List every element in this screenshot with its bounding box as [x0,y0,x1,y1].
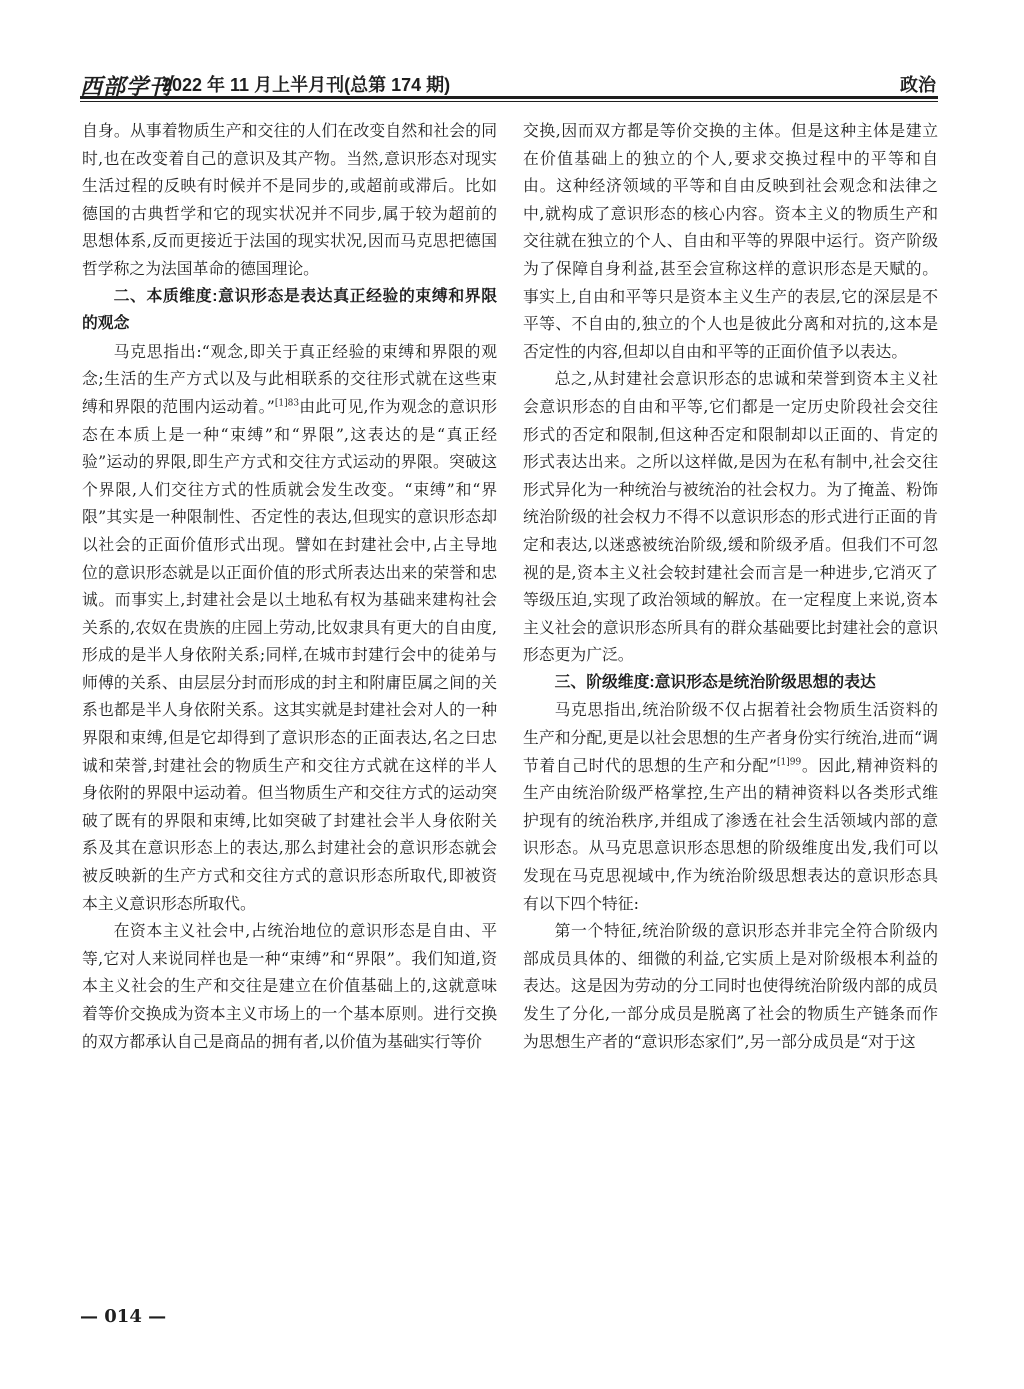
paragraph-text: 马克思指出:“观念,即关于真正经验的束缚和界限的观念;生活的生产方式以及与此相联系的交往形式就在这些束缚和界限的范围内运动着。” [82,341,497,416]
citation: [1]83 [274,398,300,409]
paragraph-text: 。因此,精神资料的生产由统治阶级严格掌控,生产出的精神资料以各类形式维护现有的统治秩序,并组成了渗透在社会生活领域内部的意识形态。从马克思意识形态思想的阶级维度出发,我们可以发现在马克思视域中,作为统治阶级思想表达的意识形态具有以下四个特征: [523,755,939,913]
citation: [1]99 [777,757,802,768]
left-column [82,117,497,1055]
section-label: 政治 [900,75,936,95]
section-heading: 二、本质维度:意识形态是表达真正经验的束缚和界限的观念 [82,287,497,333]
page-header [80,62,938,100]
paragraph: 第一个特征,统治阶级的意识形态并非完全符合阶级内部成员具体的、细微的利益,它实质上是对阶级根本利益的表达。这是因为劳动的分工同时也使得统治阶级内部的成员发生了分化,一部分成员是脱离了社会的物质生产链条而作为思想生产者的“意识形态家们”,另一部分成员是“对于这 [523,921,938,1051]
journal-logo: 西部学刊 [80,74,173,100]
paragraph [82,338,497,917]
right-column [523,117,938,1055]
paragraph: 交换,因而双方都是等价交换的主体。但是这种主体是建立在价值基础上的独立的个人,要求交换过程中的平等和自由。这种经济领域的平等和自由反映到社会观念和法律之中,就构成了意识形态的核心内容。资本主义的物质生产和交往就在独立的个人、自由和平等的界限中运行。资产阶级为了保障自身利益,甚至会宣称这样的意识形态是天赋的。事实上,自由和平等只是资本主义生产的表层,它的深层是不平等、不自由的,独立的个人也是彼此分离和对抗的,这本是否定性的内容,但却以自由和平等的正面价值予以表达。 [523,121,938,361]
header-rule [80,96,938,99]
paragraph: 自身。从事着物质生产和交往的人们在改变自然和社会的同时,也在改变着自己的意识及其产物。当然,意识形态对现实生活过程的反映有时候并不是同步的,或超前或滞后。比如德国的古典哲学和它的现实状况并不同步,属于较为超前的思想体系,反而更接近于法国的现实状况,因而马克思把德国哲学称之为法国革命的德国理论。 [82,121,497,278]
paragraph-text: 由此可见,作为观念的意识形态在本质上是一种“束缚”和“界限”,这表达的是“真正经验”运动的界限,即生产方式和交往方式运动的界限。突破这个界限,人们交往方式的性质就会发生改变。“束缚”和“界限”其实是一种限制性、否定性的表达,但现实的意识形态却以社会的正面价值形式出现。譬如在封建社会中,占主导地位的意识形态就是以正面价值的形式所表达出来的荣誉和忠诚。而事实上,封建社会是以土地私有权为基础来建构社会关系的,农奴在贵族的庄园上劳动,比奴隶具有更大的自由度,形成的是半人身依附关系;同样,在城市封建行会中的徒弟与师傅的关系、由层层分封而形成的封主和附庸臣属之间的关系也都是半人身依附关系。这其实就是封建社会对人的一种界限和束缚,但是它却得到了意识形态的正面表达,名之曰忠诚和荣誉,封建社会的物质生产和交往方式就在这样的半人身依附的界限中运动着。但当物质生产和交往方式的运动突破了既有的界限和束缚,比如突破了封建社会半人身依附关系及其在意识形态上的表达,那么封建社会的意识形态就会被反映新的生产方式和交往方式的意识形态所取代,即被资本主义意识形态所取代。 [82,396,497,913]
page-number: — 014 — [80,1306,167,1327]
section-heading: 三、阶级维度:意识形态是统治阶级思想的表达 [554,673,876,691]
paragraph: 在资本主义社会中,占统治地位的意识形态是自由、平等,它对人来说同样也是一种“束缚”和“界限”。我们知道,资本主义社会的生产和交往是建立在价值基础上的,这就意味着等价交换成为资本主义市场上的一个基本原则。进行交换的双方都承认自己是商品的拥有者,以价值为基础实行等价 [82,921,497,1051]
issue-info: 2022 年 11 月上半月刊(总第 174 期) [162,75,451,95]
paragraph: 总之,从封建社会意识形态的忠诚和荣誉到资本主义社会意识形态的自由和平等,它们都是一定历史阶段社会交往形式的否定和限制,但这种否定和限制却以正面的、肯定的形式表达出来。之所以这样做,是因为在私有制中,社会交往形式异化为一种统治与被统治的社会权力。为了掩盖、粉饰统治阶级的社会权力不得不以意识形态的形式进行正面的肯定和表达,以迷惑被统治阶级,缓和阶级矛盾。但我们不可忽视的是,资本主义社会较封建社会而言是一种进步,它消灭了等级压迫,实现了政治领域的解放。在一定程度上来说,资本主义社会的意识形态所具有的群众基础要比封建社会的意识形态更为广泛。 [523,369,938,665]
paragraph-text: 马克思指出,统治阶级不仅占据着社会物质生活资料的生产和分配,更是以社会思想的生产者身份实行统治,进而“调节着自己时代的思想的生产和分配” [523,700,938,775]
paragraph [523,696,938,917]
header-rule-thin [80,101,938,102]
